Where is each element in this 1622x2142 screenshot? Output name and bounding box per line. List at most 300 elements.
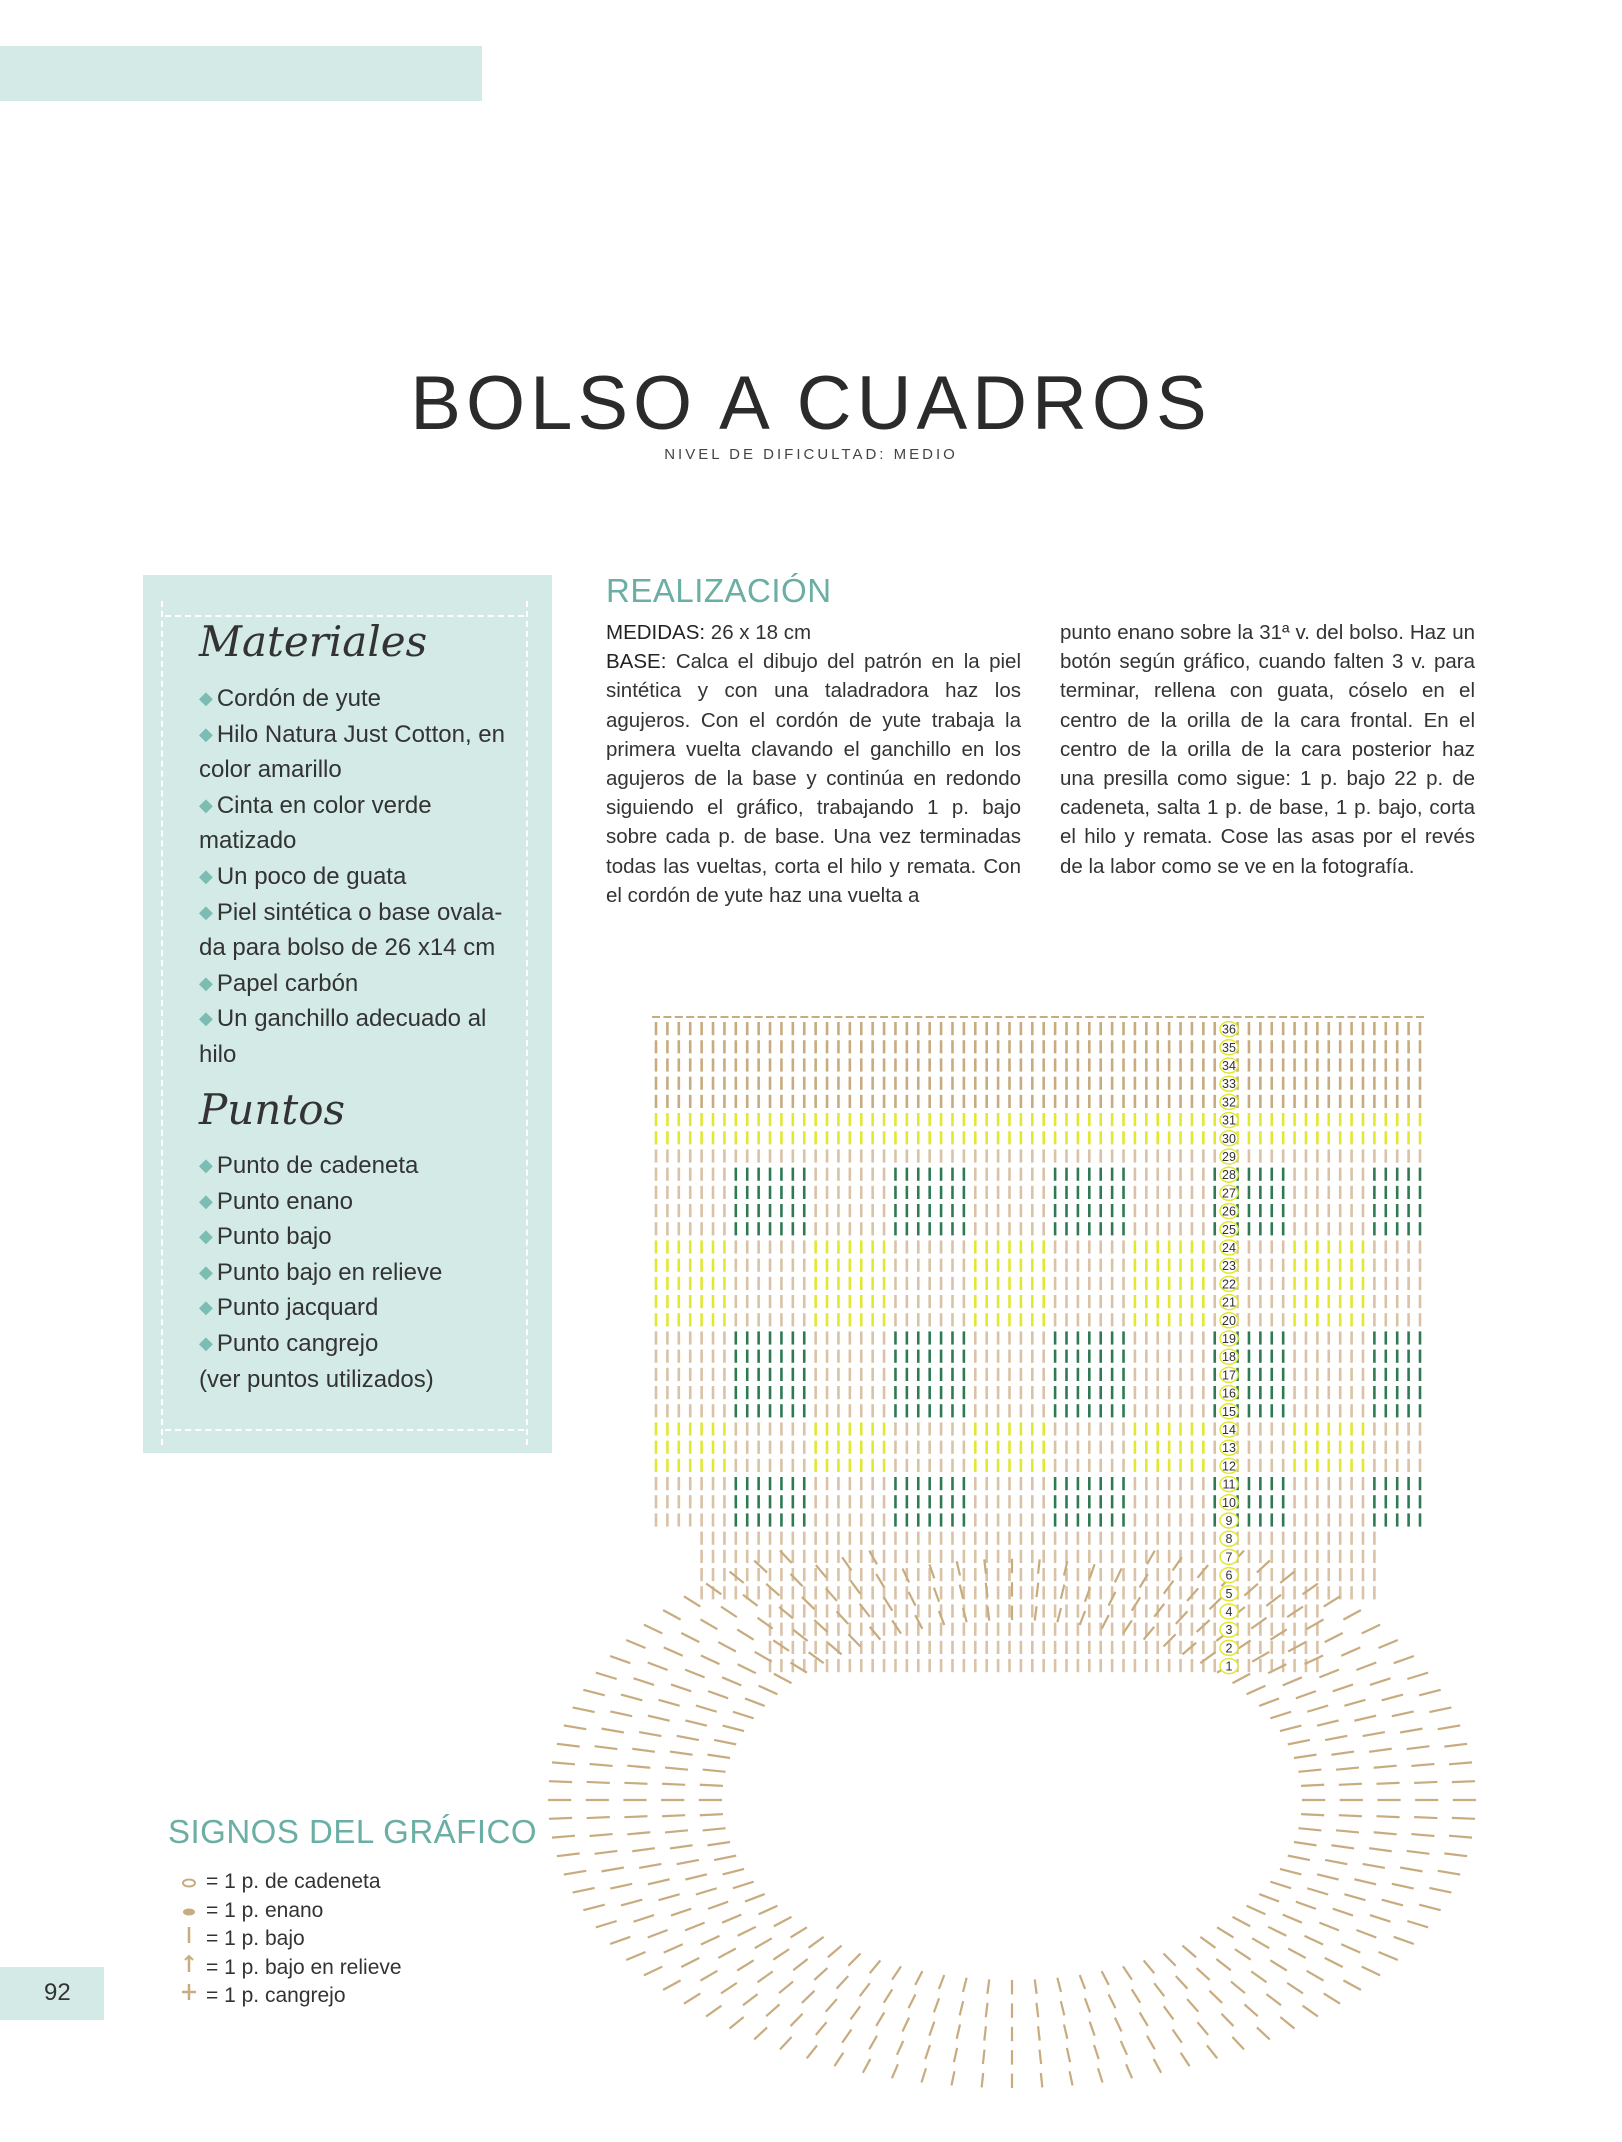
base-stitch-mark: [1400, 1729, 1422, 1733]
base-stitch-mark: [596, 1921, 617, 1927]
base-stitch-mark: [1370, 1678, 1391, 1685]
base-stitch-mark: [939, 1975, 944, 1989]
base-stitch-mark: [1123, 1966, 1132, 1979]
round-number: 4: [1225, 1605, 1233, 1619]
base-stitch-mark: [1392, 1711, 1414, 1716]
round-number: 28: [1222, 1168, 1236, 1183]
round-number: 31: [1222, 1113, 1236, 1128]
base-stitch-mark: [1301, 1814, 1324, 1815]
base-stitch-mark: [1233, 1917, 1251, 1926]
base-stitch-mark: [1132, 1989, 1140, 2002]
round-numbers: [1220, 1022, 1238, 1674]
legend-item: = 1 p. bajo en relieve: [172, 1954, 402, 1983]
base-stitch-mark: [573, 1888, 595, 1893]
base-stitch-mark: [1356, 1930, 1376, 1937]
base-stitch-mark: [1444, 1744, 1467, 1747]
base-stitch-mark: [595, 1851, 618, 1854]
base-stitch-mark: [703, 1770, 726, 1772]
base-stitch-mark: [627, 1766, 650, 1768]
base-stitch-mark: [564, 1871, 586, 1875]
base-stitch-mark: [745, 1698, 765, 1706]
base-stitch-mark: [745, 1894, 765, 1902]
base-stitch-mark: [851, 1581, 861, 1594]
base-stitch-mark: [779, 1982, 793, 1994]
round-number: 21: [1222, 1295, 1236, 1310]
base-stitch-mark: [1288, 1856, 1310, 1860]
base-stitch-mark: [1085, 1998, 1090, 2012]
measures-value: 26 x 18 cm: [705, 621, 812, 644]
base-stitch-mark: [1438, 1725, 1460, 1729]
instructions-column-2: punto enano sobre la 31ª v. del bolso. Haz un botón según gráfico, cuando falten 3 v. para terminar, rellena con guata, cóselo en el centro de la orilla de la cara frontal. En el centro de la orilla de la cara posterior haz una presilla como sigue: 1 p. bajo 22 p. de cadeneta, salta 1 p. de base, 1 p. bajo, corta el hilo y remata. Cose las asas por el revés de la labor como se ve en la fotografía.: [1060, 621, 1475, 878]
base-stitch-mark: [876, 2013, 884, 2026]
base-stitch-mark: [1067, 2048, 1070, 2062]
base-stitch-mark: [610, 1656, 630, 1663]
base-stitch-mark: [587, 1782, 610, 1783]
diamond-bullet-icon: ◆: [199, 688, 213, 708]
page-title: BOLSO A CUADROS: [410, 361, 1212, 446]
base-stitch-mark: [1452, 1781, 1475, 1782]
base-stitch-mark: [1102, 1971, 1109, 1985]
diamond-bullet-icon: ◆: [199, 865, 213, 886]
base-stitch-mark: [714, 1740, 736, 1744]
base-stitch-mark: [1098, 2068, 1103, 2082]
base-stitch-mark: [1379, 1640, 1398, 1648]
base-stitch-mark: [1331, 1845, 1354, 1848]
round-number: 25: [1222, 1222, 1236, 1237]
base-stitch-mark: [983, 2050, 985, 2064]
legend-heading: SIGNOS DEL GRÁFICO: [168, 1813, 538, 1850]
base-stitch-mark: [1369, 1848, 1392, 1851]
base-stitch-mark: [1154, 1983, 1164, 1996]
base-stitch-mark: [733, 1882, 754, 1889]
base-stitch-mark: [1061, 2001, 1064, 2015]
legend: [172, 1868, 402, 2011]
round-number: 16: [1222, 1386, 1236, 1401]
round-number: 29: [1222, 1150, 1236, 1164]
diamond-bullet-icon: ◆: [199, 1008, 213, 1029]
diamond-bullet-icon: ◆: [199, 1297, 213, 1318]
base-stitch-mark: [648, 1879, 670, 1884]
round-number: 7: [1225, 1550, 1233, 1565]
base-stitch-mark: [1154, 2059, 1161, 2073]
base-stitch-mark: [696, 1888, 717, 1894]
base-stitch-mark: [1324, 1596, 1340, 1606]
base-stitch-mark: [632, 1749, 655, 1752]
base-stitch-mark: [738, 1927, 756, 1936]
base-stitch-mark: [737, 1629, 753, 1639]
base-stitch-mark: [706, 2006, 721, 2017]
base-stitch-mark: [685, 1923, 705, 1931]
list-item: ◆ Punto bajo en relieve: [199, 1258, 443, 1286]
base-stitch-mark: [1419, 1690, 1440, 1696]
base-stitch-mark: [1333, 1684, 1353, 1691]
base-stitch-mark: [1270, 1882, 1291, 1889]
base-stitch-mark: [897, 2041, 903, 2055]
base-stitch-mark: [791, 1927, 807, 1937]
base-stitch-mark: [1305, 1936, 1324, 1945]
base-stitch-mark: [610, 1711, 632, 1716]
base-stitch-mark: [707, 1755, 730, 1758]
base-stitch-mark: [1414, 1817, 1437, 1818]
base-stitch-mark: [648, 1930, 668, 1937]
base-stitch-mark: [863, 2059, 870, 2073]
round-number: 1: [1225, 1659, 1233, 1674]
round-number: 26: [1222, 1204, 1236, 1219]
base-stitch-mark: [1394, 1937, 1414, 1944]
base-stitch-mark: [1336, 1830, 1359, 1832]
base-stitch-mark: [1035, 1979, 1037, 1993]
base-stitch-mark: [1362, 1625, 1380, 1634]
base-stitch-mark: [851, 2006, 861, 2019]
base-stitch-mark: [1283, 1677, 1302, 1685]
base-stitch-mark: [1307, 1706, 1328, 1712]
list-item: ◆ Hilo Natura Just Cotton, en color amarillo: [199, 720, 505, 784]
base-stitch-mark: [1325, 1633, 1343, 1642]
base-stitch-mark: [1344, 1700, 1365, 1706]
base-stitch-mark: [892, 1966, 901, 1979]
base-stitch-mark: [963, 1978, 967, 1992]
base-stitch-mark: [1147, 1551, 1155, 1565]
base-stitch-mark: [664, 1647, 683, 1655]
base-stitch-mark: [1336, 1768, 1359, 1770]
base-stitch-mark: [1333, 1909, 1353, 1916]
base-stitch-mark: [700, 1785, 723, 1786]
base-stitch-mark: [1115, 1569, 1122, 1583]
chain-stitch-icon: [172, 1868, 206, 1897]
round-number: 17: [1222, 1368, 1236, 1383]
page-number: 92: [44, 1979, 71, 2006]
base-stitch-mark: [957, 1561, 960, 1575]
raised-single-crochet-icon: [172, 1954, 206, 1983]
base-stitch-mark: [1270, 1712, 1291, 1719]
base-stitch-mark: [1449, 1836, 1472, 1838]
base-stitch-mark: [1452, 1818, 1475, 1819]
base-stitch-mark: [1392, 1884, 1414, 1889]
round-number: 33: [1222, 1077, 1236, 1092]
base-stitch-mark: [1252, 1938, 1269, 1948]
base-stitch-mark: [621, 1695, 642, 1701]
base-stitch-mark: [708, 1691, 728, 1698]
base-stitch-mark: [1411, 1834, 1434, 1836]
list-item: ◆ Cordón de yute: [199, 685, 381, 712]
base-stitch-mark: [1339, 1815, 1362, 1816]
list-item: ◆ Papel carbón: [199, 969, 359, 997]
base-stitch-mark: [1307, 1888, 1328, 1894]
base-stitch-mark: [860, 1983, 870, 1996]
round-number: 12: [1222, 1459, 1236, 1474]
base-stitch-mark: [723, 1869, 744, 1875]
base-stitch-mark: [1182, 1643, 1196, 1655]
base-label: BASE:: [606, 650, 667, 674]
base-stitch-mark: [1374, 1832, 1397, 1834]
round-number: 20: [1222, 1313, 1236, 1328]
base-stitch-mark: [564, 1725, 586, 1729]
base-stitch-mark: [552, 1836, 575, 1838]
base-stitch-mark: [624, 1783, 647, 1784]
base-stitch-mark: [1035, 1606, 1037, 1620]
base-stitch-mark: [1411, 1764, 1434, 1766]
base-stitch-mark: [671, 1684, 691, 1691]
list-item: ◆ Punto de cadeneta: [199, 1152, 419, 1179]
round-number: 14: [1222, 1423, 1236, 1437]
single-crochet-icon: [172, 1925, 206, 1954]
base-stitch-mark: [644, 1625, 662, 1634]
base-stitch-mark: [1438, 1871, 1460, 1875]
base-stitch-mark: [662, 1815, 685, 1816]
base-stitch-mark: [549, 1818, 572, 1819]
base-stitch-mark: [1259, 1698, 1279, 1706]
list-item: ◆ Un ganchillo adecuado al hilo: [199, 1005, 487, 1068]
base-stitch-mark: [837, 1976, 849, 1988]
base-text: Calca el dibujo del patrón en la piel sintética y con una taladradora haz los agujeros. Con el cordón de yute trabaja la primera vuelta clavando el ganchillo en los agujeros de la base y continúa en redondo siguiendo el gráfico, trabajando 1 p. bajo sobre cada p. de base. Una vez terminadas todas las vueltas, corta el hilo y remata. Con el cordón de yute haz una vuelta a: [606, 650, 1021, 907]
base-stitch-mark: [759, 1686, 778, 1694]
base-stitch-mark: [681, 1958, 699, 1967]
chart-oval-base: [548, 1551, 1476, 2088]
base-stitch-mark: [648, 1716, 670, 1721]
base-stitch-mark: [816, 2022, 827, 2035]
base-stitch-mark: [1400, 1868, 1422, 1872]
base-stitch-mark: [826, 1999, 837, 2012]
base-stitch-mark: [934, 1998, 939, 2012]
base-stitch-mark: [1061, 1585, 1064, 1599]
base-stitch-mark: [677, 1860, 699, 1864]
base-stitch-mark: [1374, 1766, 1397, 1768]
base-stitch-mark: [549, 1781, 572, 1782]
base-stitch-mark: [602, 1868, 624, 1872]
base-stitch-mark: [670, 1845, 693, 1848]
base-stitch-mark: [733, 1712, 754, 1719]
base-stitch-mark: [639, 1864, 661, 1868]
base-stitch-mark: [1164, 1953, 1176, 1965]
base-stitch-mark: [1038, 2026, 1040, 2040]
round-number: 15: [1222, 1404, 1236, 1419]
base-stitch-mark: [1080, 1975, 1085, 1989]
base-stitch-mark: [954, 2048, 957, 2062]
base-stitch-mark: [633, 1678, 654, 1685]
stitches-note: (ver puntos utilizados): [199, 1365, 434, 1393]
base-stitch-mark: [722, 1677, 741, 1685]
base-stitch-mark: [685, 1720, 707, 1725]
diamond-bullet-icon: ◆: [199, 1155, 213, 1175]
base-stitch-mark: [1057, 1608, 1061, 1622]
round-number: 6: [1225, 1568, 1233, 1583]
base-stitch-mark: [626, 1640, 645, 1648]
base-stitch-mark: [1303, 2006, 1318, 2017]
diamond-bullet-icon: ◆: [199, 723, 213, 744]
base-stitch-mark: [1444, 1853, 1467, 1856]
base-stitch-mark: [1319, 1923, 1339, 1931]
base-stitch-mark: [644, 1967, 662, 1976]
base-stitch-mark: [1257, 1561, 1270, 1573]
base-stitch-mark: [986, 2003, 988, 2017]
base-stitch-mark: [1354, 1879, 1376, 1884]
round-number: 3: [1225, 1623, 1233, 1638]
round-number: 22: [1222, 1277, 1236, 1292]
base-stitch-mark: [1154, 1604, 1164, 1617]
base-stitch-mark: [1362, 1967, 1380, 1976]
base-stitch-mark: [700, 1971, 717, 1981]
base-stitch-mark: [1369, 1749, 1392, 1752]
chart-grid: [652, 1017, 1424, 1672]
base-stitch-mark: [659, 1700, 680, 1706]
base-stitch-mark: [583, 1905, 604, 1911]
base-stitch-mark: [1232, 2037, 1244, 2049]
base-stitch-mark: [1296, 1691, 1316, 1698]
base-stitch-mark: [1376, 1783, 1399, 1784]
legend-item: = 1 p. enano: [172, 1897, 402, 1926]
base-stitch-mark: [1288, 1642, 1306, 1651]
base-stitch-mark: [677, 1736, 699, 1740]
base-stitch-mark: [1036, 1583, 1038, 1597]
base-stitch-mark: [1181, 2053, 1190, 2066]
base-stitch-mark: [1343, 1980, 1360, 1989]
base-stitch-mark: [624, 1816, 647, 1817]
base-stitch-mark: [743, 1595, 758, 1606]
base-stitch-mark: [934, 1588, 939, 1602]
base-stitch-mark: [1414, 1782, 1437, 1783]
base-stitch-mark: [1382, 1695, 1403, 1701]
legend-item: = 1 p. bajo: [172, 1925, 402, 1954]
page-number-tab: [0, 1967, 104, 2020]
base-stitch-mark: [1102, 1615, 1109, 1629]
base-stitch-mark: [1363, 1864, 1385, 1868]
base-stitch-mark: [1294, 1755, 1317, 1758]
base-stitch-mark: [714, 1856, 736, 1860]
base-stitch-mark: [1259, 1894, 1279, 1902]
base-stitch-mark: [718, 1642, 736, 1651]
base-stitch-mark: [662, 1784, 685, 1785]
base-stitch-mark: [1307, 1619, 1324, 1629]
base-stitch-mark: [671, 1909, 691, 1916]
base-stitch-mark: [1126, 2064, 1132, 2078]
list-item: ◆ Cinta en color verde matizado: [199, 791, 432, 855]
base-stitch-mark: [1147, 2036, 1155, 2050]
base-stitch-mark: [1298, 1828, 1321, 1830]
list-item: ◆ Piel sintética o base ovala-da para bolso de 26 x14 cm: [199, 898, 503, 962]
base-stitch-mark: [1210, 1991, 1223, 2003]
base-stitch-mark: [892, 2064, 898, 2078]
base-stitch-mark: [758, 1971, 773, 1982]
base-stitch-mark: [1354, 1716, 1376, 1721]
base-stitch-mark: [1288, 1740, 1310, 1744]
base-stitch-mark: [1040, 2050, 1042, 2064]
base-stitch-mark: [639, 1732, 661, 1736]
base-stitch-mark: [929, 2022, 934, 2036]
base-stitch-mark: [590, 1764, 613, 1766]
base-stitch-mark: [596, 1673, 617, 1679]
base-stitch-mark: [1280, 1726, 1301, 1732]
realizacion-heading: REALIZACIÓN: [606, 572, 832, 609]
base-stitch-mark: [1270, 1960, 1286, 1970]
round-number: 19: [1222, 1332, 1236, 1346]
base-stitch-mark: [701, 1936, 720, 1945]
base-stitch-mark: [951, 2071, 954, 2085]
base-stitch-mark: [1370, 1915, 1391, 1922]
base-stitch-mark: [1356, 1663, 1376, 1670]
round-number: 9: [1225, 1514, 1233, 1528]
base-stitch-mark: [1317, 1874, 1339, 1879]
base-stitch-mark: [1251, 1971, 1266, 1982]
base-stitch-mark: [754, 2027, 767, 2039]
base-stitch-mark: [1121, 2041, 1127, 2055]
base-stitch-mark: [1244, 1584, 1257, 1596]
base-stitch-mark: [659, 1894, 680, 1900]
base-stitch-mark: [723, 1726, 744, 1732]
base-stitch-mark: [1379, 1952, 1398, 1960]
base-stitch-mark: [1280, 1869, 1301, 1875]
base-stitch-mark: [1324, 1993, 1340, 2003]
measures-label: MEDIDAS:: [606, 621, 706, 644]
diamond-bullet-icon: ◆: [199, 1226, 213, 1247]
base-stitch-mark: [664, 1944, 683, 1952]
base-stitch-mark: [583, 1690, 604, 1696]
base-stitch-mark: [738, 1664, 756, 1673]
base-stitch-mark: [759, 1906, 778, 1914]
base-stitch-mark: [828, 1946, 842, 1958]
base-stitch-mark: [684, 1596, 700, 1606]
round-number: 5: [1225, 1586, 1233, 1601]
base-stitch-mark: [1247, 1686, 1266, 1694]
base-stitch-mark: [1288, 1949, 1306, 1958]
round-number: 30: [1222, 1131, 1236, 1146]
base-stitch-mark: [848, 1953, 860, 1965]
base-stitch-mark: [1298, 1770, 1321, 1772]
stitches-heading: Puntos: [199, 1085, 346, 1134]
round-number: 2: [1225, 1641, 1233, 1656]
slip-stitch-icon: [172, 1897, 206, 1926]
base-stitch-mark: [1257, 2027, 1270, 2039]
diamond-bullet-icon: ◆: [199, 972, 213, 993]
base-stitch-mark: [632, 1848, 655, 1851]
base-stitch-mark: [1197, 1968, 1210, 1980]
base-stitch-mark: [1325, 1958, 1343, 1967]
diamond-bullet-icon: ◆: [199, 794, 213, 815]
base-stitch-mark: [663, 1980, 680, 1989]
base-stitch-mark: [870, 1960, 881, 1973]
base-stitch-mark: [718, 1949, 736, 1958]
base-stitch-mark: [1449, 1762, 1472, 1764]
base-stitch-mark: [1251, 1618, 1266, 1629]
base-stitch-mark: [1294, 1842, 1317, 1845]
base-stitch-mark: [984, 2026, 986, 2040]
base-stitch-mark: [1301, 1785, 1324, 1786]
base-stitch-mark: [1173, 2029, 1182, 2042]
base-stitch-mark: [1109, 1994, 1116, 2008]
base-stitch-mark: [1140, 2013, 1148, 2026]
base-stitch-mark: [766, 2004, 779, 2016]
base-stitch-mark: [700, 1619, 717, 1629]
base-stitch-mark: [1307, 1971, 1324, 1981]
base-stitch-mark: [1187, 1999, 1198, 2012]
base-stitch-mark: [957, 2024, 960, 2038]
base-stitch-mark: [834, 2053, 843, 2066]
base-stitch-mark: [685, 1874, 707, 1879]
base-stitch-mark: [1216, 1959, 1230, 1970]
base-stitch-mark: [1164, 2006, 1174, 2019]
base-stitch-mark: [700, 1814, 723, 1815]
round-number: 8: [1225, 1532, 1233, 1547]
base-stitch-mark: [670, 1752, 693, 1755]
base-stitch-mark: [987, 1979, 989, 1993]
base-stitch-mark: [1305, 1655, 1324, 1664]
list-item: ◆ Punto bajo: [199, 1223, 332, 1251]
base-stitch-mark: [737, 1960, 753, 1970]
base-stitch-mark: [909, 1994, 916, 2008]
base-stitch-mark: [1080, 1611, 1085, 1625]
round-number: 13: [1222, 1441, 1236, 1456]
base-stitch-mark: [1429, 1888, 1451, 1893]
base-stitch-mark: [793, 1959, 807, 1970]
